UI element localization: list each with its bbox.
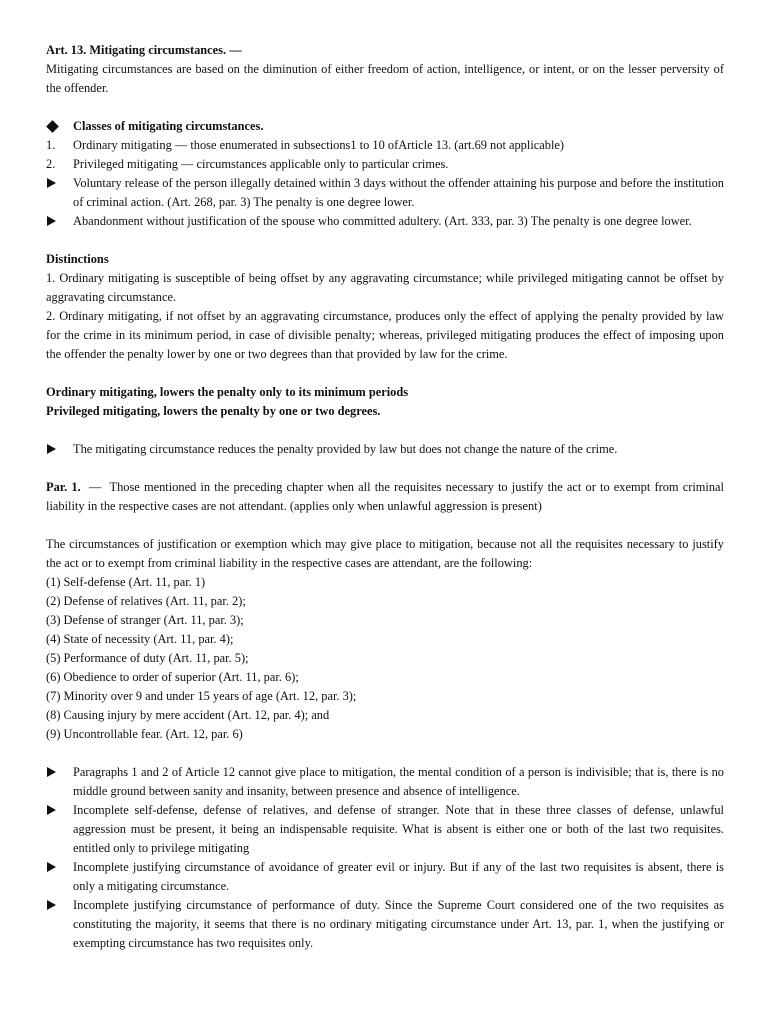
arrow-bullet-icon (46, 763, 66, 783)
circumstances-intro: The circumstances of justification or exemption which may give place to mitigation, because not all the requisites necessary to justify the act or to exempt from criminal liability in the respective cases are attendant, are the following: (46, 537, 724, 570)
article-title: Art. 13. Mitigating circumstances. (46, 43, 227, 57)
item-text: Privileged mitigating — circumstances applicable only to particular crimes. (73, 157, 449, 171)
arrow-bullet-icon (46, 858, 66, 878)
item-text: Ordinary mitigating — those enumerated in subsections1 to 10 ofArticle 13. (art.69 not applicable) (73, 138, 565, 152)
note-item: Incomplete justifying circumstance of avoidance of greater evil or injury. But if any of the last two requisites is absent, there is only a mitigating circumstance. (46, 858, 724, 896)
class-item (46, 155, 724, 174)
par1-paragraph (46, 478, 724, 516)
class-item (46, 212, 724, 231)
circumstance-item: (1) Self-defense (Art. 11, par. 1) (46, 575, 206, 589)
intro-paragraph: Mitigating circumstances are based on the diminution of either freedom of action, intelligence, or intent, or on the lesser perversity of the offender. (46, 62, 724, 95)
class-item (46, 136, 724, 155)
article-heading (46, 41, 724, 60)
title-dash: — (229, 43, 242, 57)
circumstance-item: (2) Defense of relatives (Art. 11, par. 2); (46, 594, 246, 608)
note-item: Incomplete justifying circumstance of performance of duty. Since the Supreme Court considered one of the two requisites as constituting the majority, it seems that there is no ordinary mitigating circumstance under Art. 13, par. 1, when the justifying or exempting circumstance has two requisites only. (46, 896, 724, 953)
arrow-bullet-icon (46, 212, 66, 232)
arrow-bullet-icon (46, 174, 66, 194)
arrow-bullet-icon (46, 440, 66, 460)
circumstance-item: (5) Performance of duty (Art. 11, par. 5); (46, 651, 249, 665)
circumstance-item: (4) State of necessity (Art. 11, par. 4); (46, 632, 234, 646)
summary-line: Ordinary mitigating, lowers the penalty only to its minimum periods (46, 385, 409, 399)
nature-note: The mitigating circumstance reduces the penalty provided by law but does not change the nature of the crime. (46, 440, 724, 459)
par1-label: Par. 1. (46, 480, 81, 494)
arrow-bullet-icon (46, 896, 66, 916)
summary-line: Privileged mitigating, lowers the penalty by one or two degrees. (46, 404, 381, 418)
distinction-paragraph: 2. Ordinary mitigating, if not offset by an aggravating circumstance, produces only the effect of applying the penalty provided by law for the crime in its minimum period, in case of divisible penalty; whereas, privileged mitigating produces the effect of imposing upon the offender the penalty lower by one or two degrees than that provided by law for the crime. (46, 309, 724, 361)
circumstance-item: (8) Causing injury by mere accident (Art. 12, par. 4); and (46, 708, 330, 722)
circumstance-item: (6) Obedience to order of superior (Art. 11, par. 6); (46, 670, 299, 684)
item-number: 1. (46, 138, 56, 152)
circumstance-item: (9) Uncontrollable fear. (Art. 12, par. 6) (46, 727, 243, 741)
note-item: Incomplete self-defense, defense of relatives, and defense of stranger. Note that in these three classes of defense, unlawful aggression must be present, it being an indispensable requisite. What is absent is either one or both of the last two requisites. entitled only to privilege mitigating (46, 801, 724, 858)
note-item: Paragraphs 1 and 2 of Article 12 cannot give place to mitigation, the mental condition of a person is indivisible; that is, there is no middle ground between sanity and insanity, between presence and absence of intelligence. (46, 763, 724, 801)
par1-dash: — (89, 480, 102, 494)
classes-heading: Classes of mitigating circumstances. (46, 117, 724, 136)
item-text: Abandonment without justification of the spouse who committed adultery. (Art. 333, par. 3) The penalty is one degree lower. (73, 214, 692, 228)
circumstance-item: (7) Minority over 9 and under 15 years of age (Art. 12, par. 3); (46, 689, 357, 703)
item-number: 2. (46, 157, 56, 171)
par1-text: Those mentioned in the preceding chapter when all the requisites necessary to justify the act or to exempt from criminal liability in the respective cases are not attendant. (applies only when unlawful aggression is present) (46, 480, 724, 513)
class-item (46, 174, 724, 212)
circumstance-item: (3) Defense of stranger (Art. 11, par. 3); (46, 613, 244, 627)
distinction-paragraph: 1. Ordinary mitigating is susceptible of being offset by any aggravating circumstance; while privileged mitigating cannot be offset by aggravating circumstance. (46, 271, 724, 304)
diamond-bullet-icon (46, 117, 66, 137)
distinctions-heading: Distinctions (46, 252, 109, 266)
item-text: Voluntary release of the person illegally detained within 3 days without the offender attaining his purpose and before the institution of criminal action. (Art. 268, par. 3) The penalty is one degree lower. (73, 176, 724, 209)
arrow-bullet-icon (46, 801, 66, 821)
